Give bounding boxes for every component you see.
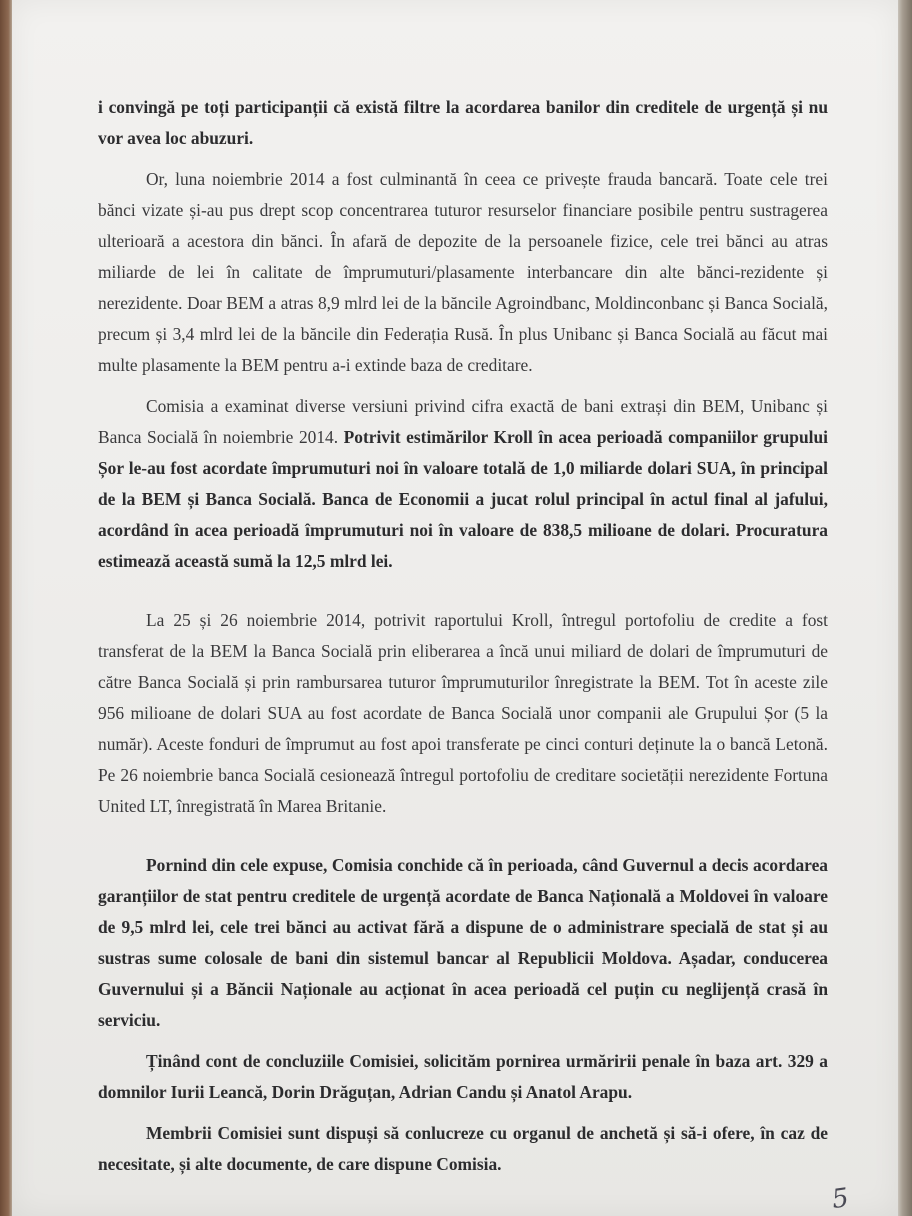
paragraph-4: La 25 și 26 noiembrie 2014, potrivit raportului Kroll, întregul portofoliu de credite a fost transferat de la BEM la Banca Socială prin eliberarea a încă unui miliard de dolari de împrumuturi de către Banca Socială și prin rambursarea tuturor împrumuturilor înregistrate la BEM. Tot în aceste zile 956 milioane de dolari SUA au fost acordate de Banca Socială unor companii ale Grupului Șor (5 la număr). Aceste fonduri de împrumut au fost apoi transferate pe cinci conturi deținute la o bancă Letonă. Pe 26 noiembrie banca Socială cesionează întregul portofoliu de creditare societății nerezidente Fortuna United LT, înregistrată în Marea Britanie.	[98, 610, 828, 816]
desk-right-edge	[896, 0, 912, 1216]
handwritten-page-number: 5	[829, 1182, 851, 1216]
paragraph-3	[98, 391, 828, 577]
paragraph-3-text: Comisia a examinat diverse versiuni privind cifra exactă de bani extrași din BEM, Unibanc și Banca Socială în noiembrie 2014.	[98, 396, 828, 447]
paragraph-1-bold: i convingă pe toți participanții că există filtre la acordarea banilor din creditele de urgență și nu vor avea loc abuzuri.	[98, 97, 828, 148]
paragraph-7	[98, 1118, 828, 1180]
paragraph-6	[98, 1046, 828, 1108]
paragraph-5	[98, 850, 828, 1036]
document-body	[98, 92, 828, 1180]
paragraph-2: Or, luna noiembrie 2014 a fost culminantă în ceea ce privește frauda bancară. Toate cele trei bănci vizate și-au pus drept scop concentrarea tuturor resurselor financiare posibile pentru sustragerea ulterioară a acestora din bănci. În afară de depozite de la persoanele fizice, cele trei bănci au atras miliarde de lei în calitate de împrumuturi/plasamente interbancare din alte bănci-rezidente și nerezidente. Doar BEM a atras 8,9 mlrd lei de la băncile Agroindbanc, Moldinconbanc și Banca Socială, precum și 3,4 mlrd lei de la băncile din Federația Rusă. În plus Unibanc și Banca Socială au făcut mai multe plasamente la BEM pentru a-i extinde baza de creditare.	[98, 169, 828, 375]
paragraph-3-bold: Potrivit estimărilor Kroll în acea perioadă companiilor grupului Șor le-au fost acordate împrumuturi noi în valoare totală de 1,0 miliarde dolari SUA, în principal de la BEM și Banca Socială. Banca de Economii a jucat rolul principal în actul final al jafului, acordând în acea perioadă împrumuturi noi în valoare de 838,5 milioane de dolari. Procuratura estimează această sumă la 12,5 mlrd lei.	[98, 427, 828, 571]
document-page	[12, 0, 898, 1216]
paragraph-1	[98, 92, 828, 154]
paragraph-6-bold: Ținând cont de concluziile Comisiei, solicităm pornirea urmăririi penale în baza art. 329 a domnilor Iurii Leancă, Dorin Drăguțan, Adrian Candu și Anatol Arapu.	[98, 1051, 828, 1102]
paragraph-5-bold: Pornind din cele expuse, Comisia conchide că în perioada, când Guvernul a decis acordarea garanțiilor de stat pentru creditele de urgență acordate de Banca Națională a Moldovei în valoare de 9,5 mlrd lei, cele trei bănci au activat fără a dispune de o administrare specială de stat și au sustras sume colosale de bani din sistemul bancar al Republicii Moldova. Așadar, conducerea Guvernului și a Băncii Naționale au acționat în acea perioadă cel puțin cu neglijență crasă în serviciu.	[98, 855, 828, 1030]
paragraph-7-bold: Membrii Comisiei sunt dispuși să conlucreze cu organul de anchetă și să-i ofere, în caz de necesitate, și alte documente, de care dispune Comisia.	[98, 1123, 828, 1174]
